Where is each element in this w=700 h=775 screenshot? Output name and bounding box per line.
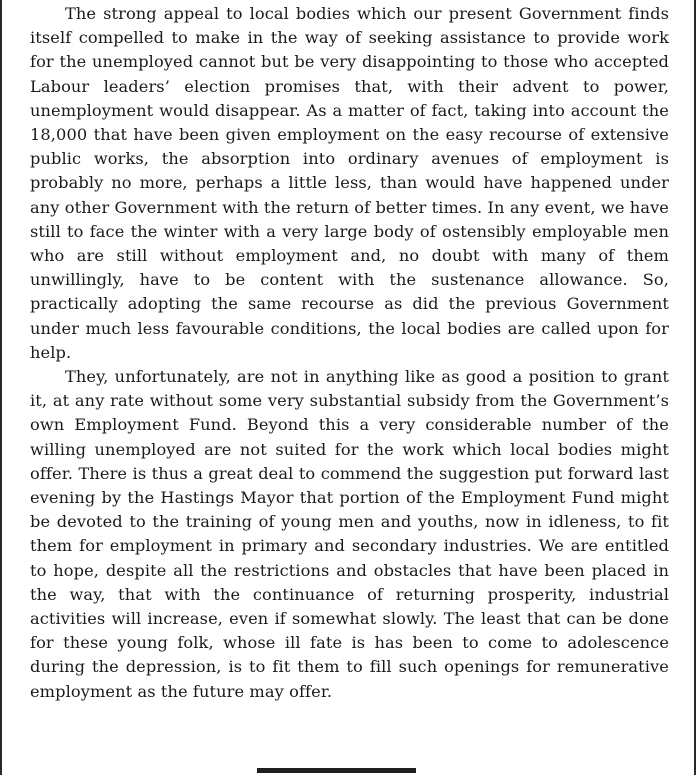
article-paragraph-1: The strong appeal to local bodies which our present Government finds itself compelled to make in the way of seeking assistance to provide work for the unemployed cannot but be very disappointing to those who accepted Labour leaders’ election promises that, with their advent to power, unemployment would disappear. As a matter of fact, taking into account the 18,000 that have been given employment on the easy recourse of extensive public works, the absorption into ordinary avenues of employment is probably no more, perhaps a little less, than would have happened under any other Government with the return of better times. In any event, we have still to face the winter with a very large body of ostensibly employable men who are still without employment and, no doubt with many of them unwillingly, have to be content with the sustenance allowance. So, practically adopting the same recourse as did the previous Government under much less favourable conditions, the local bodies are called upon for help.: [30, 4, 669, 362]
left-column-rule: [0, 0, 2, 775]
article-column: [30, 2, 669, 704]
section-divider: [257, 768, 416, 773]
right-column-rule: [694, 0, 696, 775]
article-paragraph-2: They, unfortunately, are not in anything like as good a position to grant it, at any rate without some very substantial subsidy from the Government’s own Employment Fund. Beyond this a very considerable number of the willing unemployed are not suited for the work which local bodies might offer. There is thus a great deal to commend the suggestion put forward last evening by the Hastings Mayor that portion of the Employment Fund might be devoted to the training of young men and youths, now in idleness, to fit them for employment in primary and secondary industries. We are entitled to hope, despite all the restrictions and obstacles that have been placed in the way, that with the continuance of returning prosperity, industrial activities will increase, even if somewhat slowly. The least that can be done for these young folk, whose ill fate is has been to come to adolescence during the depression, is to fit them to fill such openings for remunerative employment as the future may offer.: [30, 367, 669, 701]
